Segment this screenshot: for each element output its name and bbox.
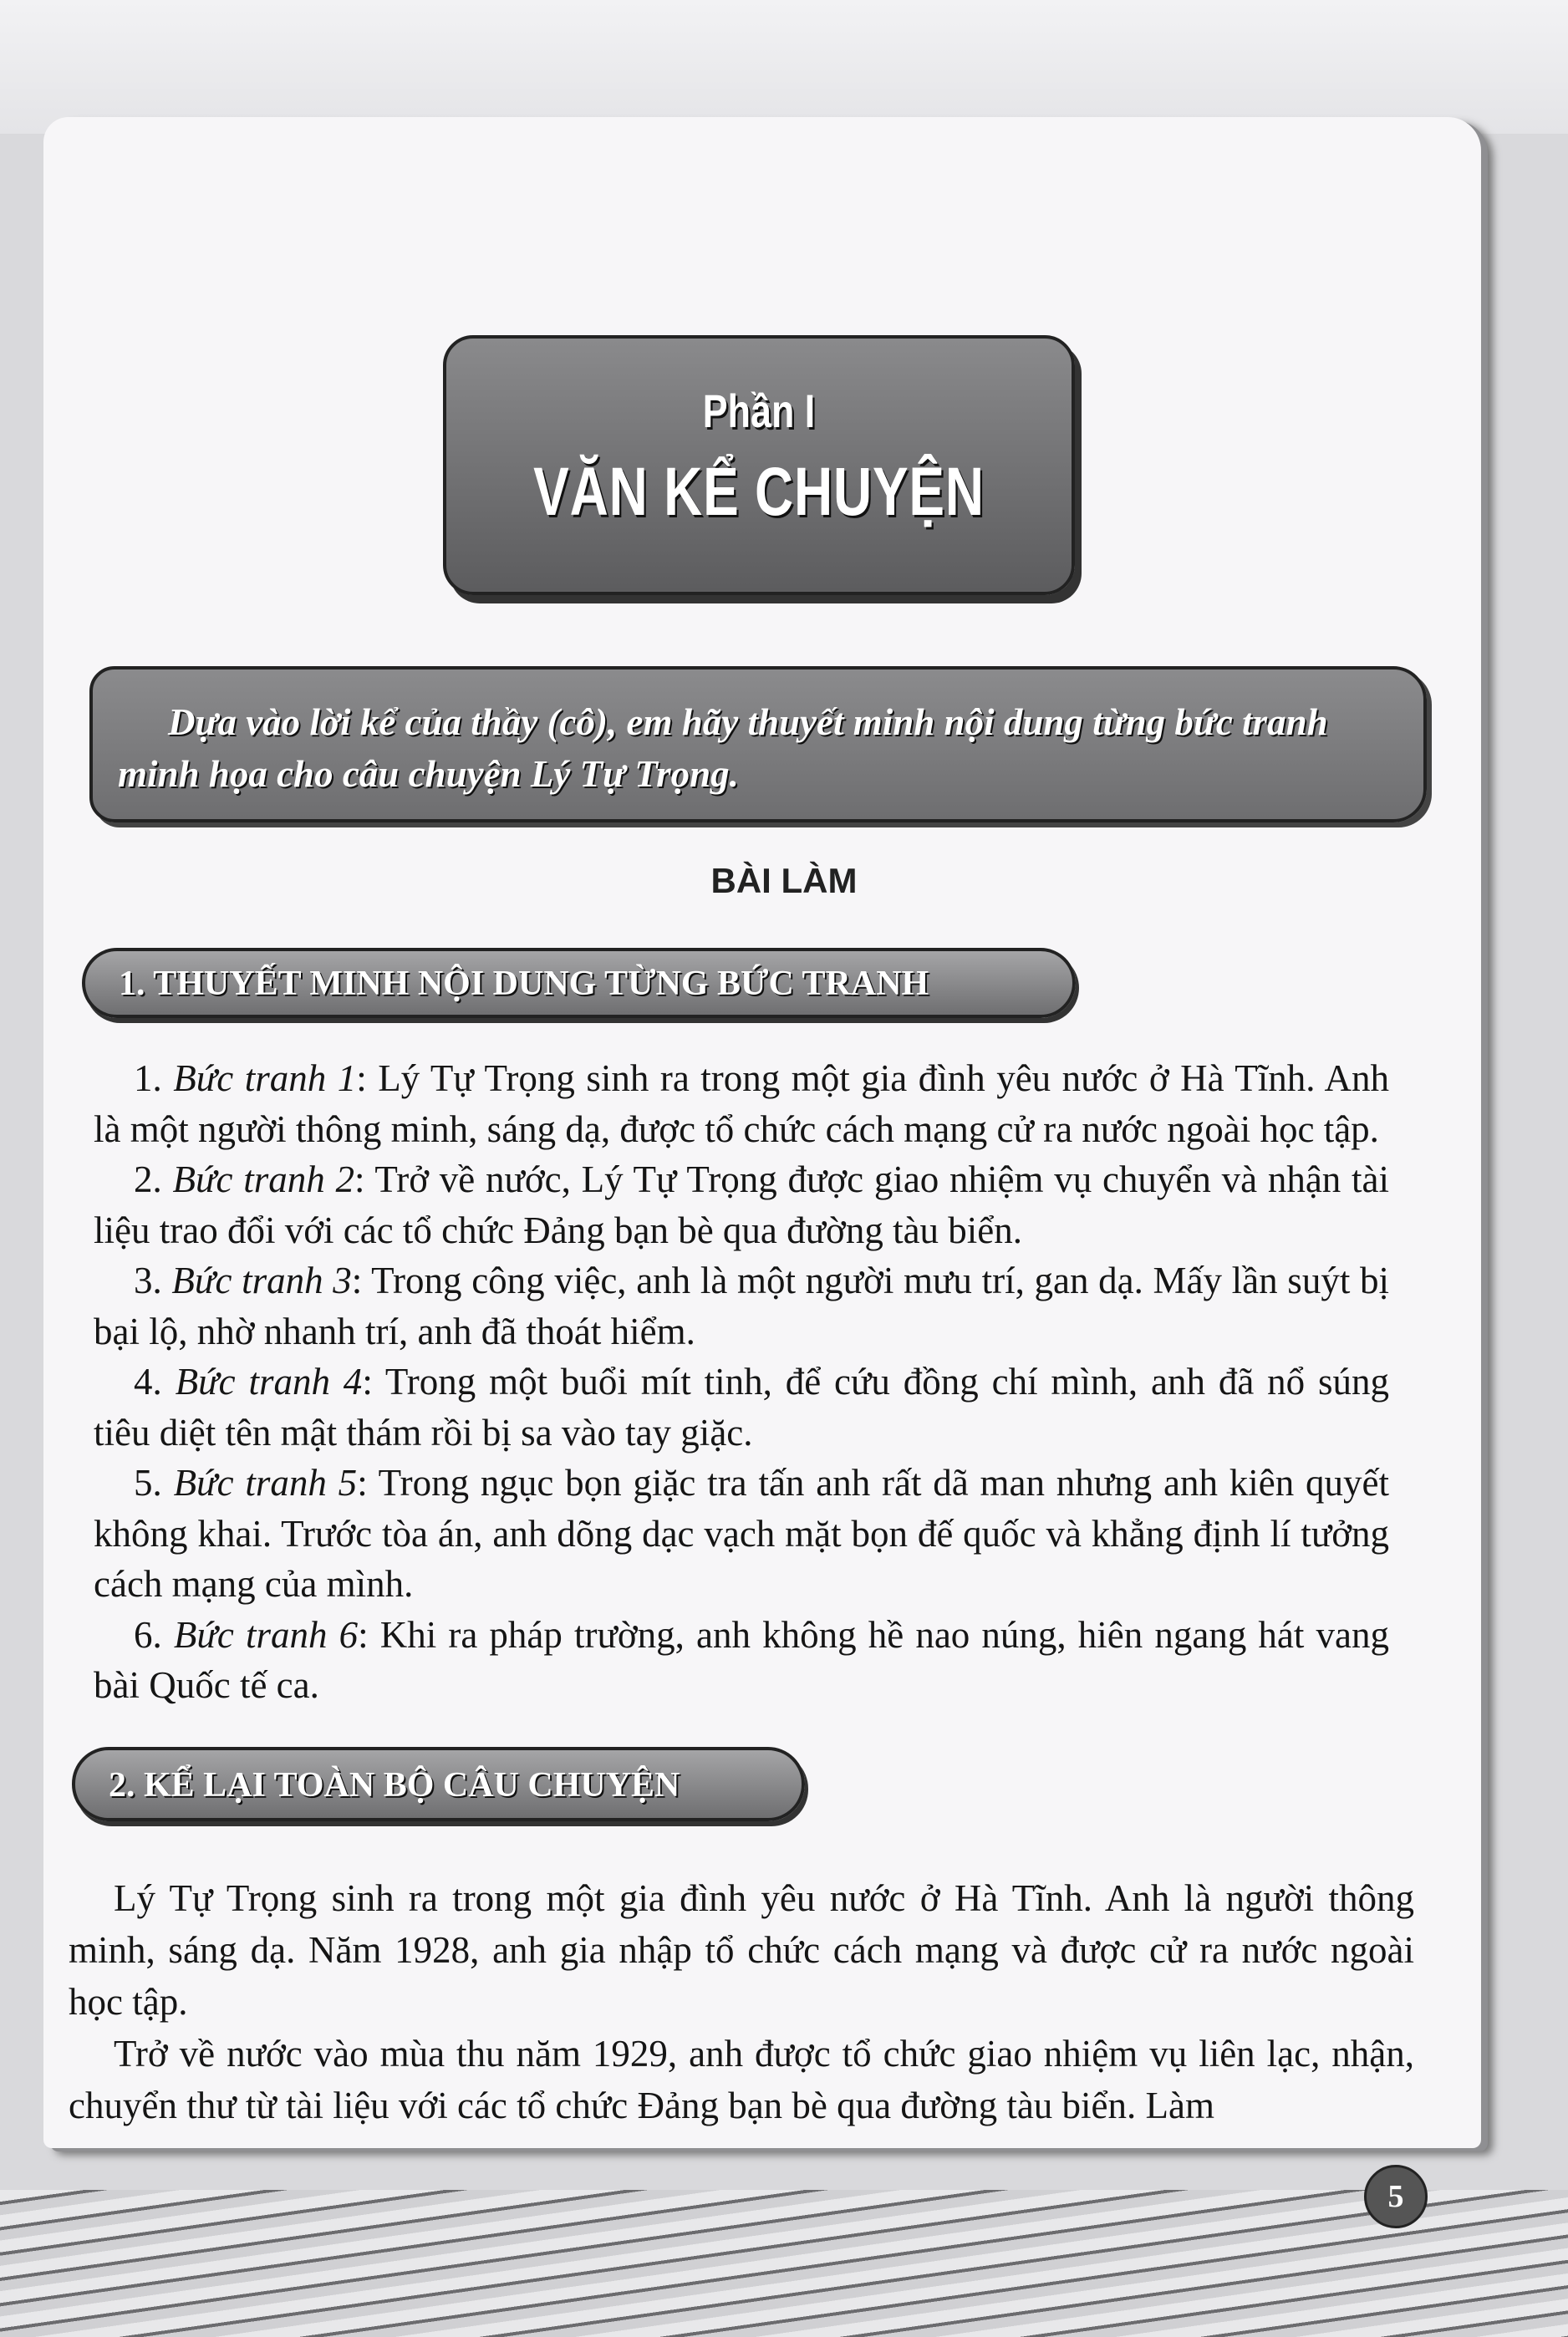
list-item — [94, 1610, 1389, 1711]
item-label: Bức tranh 4 — [175, 1361, 363, 1403]
paragraph: Trở về nước vào mùa thu năm 1929, anh được tổ chức giao nhiệm vụ liên lạc, nhận, chuyển thư từ tài liệu với các tổ chức Đảng bạn bè qua đường tàu biển. Làm — [69, 2033, 1414, 2126]
item-number: 3. — [134, 1260, 172, 1301]
list-item — [94, 1255, 1389, 1357]
section-heading-1: 1. THUYẾT MINH NỘI DUNG TỪNG BỨC TRANH — [82, 948, 1076, 1018]
item-number: 6. — [134, 1613, 174, 1656]
list-item — [94, 1154, 1389, 1255]
exercise-prompt — [89, 666, 1427, 822]
item-number: 1. — [134, 1057, 174, 1099]
item-label: Bức tranh 3 — [171, 1260, 352, 1301]
prompt-line: minh họa cho câu chuyện Lý Tự Trọng. — [118, 753, 739, 795]
part-title-box — [443, 335, 1075, 595]
story-text — [69, 1872, 1414, 2131]
item-text: : Trong một buổi mít tinh, để cứu đồng chí mình, anh đã nổ súng tiêu diệt tên mật thám rồi bị sa vào tay giặc. — [94, 1361, 1389, 1454]
list-item — [94, 1053, 1389, 1154]
item-number: 5. — [134, 1462, 174, 1504]
section-heading-2: 2. KỂ LẠI TOÀN BỘ CÂU CHUYỆN — [72, 1747, 805, 1821]
item-number: 4. — [134, 1361, 176, 1403]
item-text: : Trong công việc, anh là một người mưu trí, gan dạ. Mấy lần suýt bị bại lộ, nhờ nhanh trí, anh đã thoát hiểm. — [94, 1260, 1389, 1352]
item-label: Bức tranh 5 — [173, 1462, 358, 1504]
prompt-line: Dựa vào lời kể của thầy (cô), em hãy thuyết minh nội dung từng bức tranh — [168, 701, 1328, 743]
answer-heading: BÀI LÀM — [710, 861, 858, 900]
part-label: Phần I — [702, 384, 816, 437]
background-top — [0, 0, 1568, 134]
page-edges — [0, 2190, 1568, 2337]
list-item — [94, 1458, 1389, 1610]
paragraph: Lý Tự Trọng sinh ra trong một gia đình yêu nước ở Hà Tĩnh. Anh là người thông minh, sáng dạ. Năm 1928, anh gia nhập tổ chức cách mạng và được cử ra nước ngoài học tập. — [69, 1877, 1414, 2023]
item-text: : Trở về nước, Lý Tự Trọng được giao nhiệm vụ chuyển và nhận tài liệu trao đổi với các tổ chức Đảng bạn bè qua đường tàu biển. — [94, 1158, 1390, 1251]
item-text: : Trong ngục bọn giặc tra tấn anh rất dã man nhưng anh kiên quyết không khai. Trước tòa án, anh dõng dạc vạch mặt bọn đế quốc và khẳng định lí tưởng cách mạng của mình. — [94, 1462, 1390, 1605]
item-label: Bức tranh 1 — [173, 1057, 357, 1099]
item-text: : Lý Tự Trọng sinh ra trong một gia đình yêu nước ở Hà Tĩnh. Anh là một người thông minh, sáng dạ, được tổ chức cách mạng cử ra nước ngoài học tập. — [94, 1057, 1389, 1150]
page-number: 5 — [1364, 2165, 1428, 2228]
part-title: VĂN KỂ CHUYỆN — [533, 454, 985, 530]
item-label: Bức tranh 2 — [172, 1158, 354, 1200]
item-number: 2. — [134, 1158, 173, 1200]
list-item — [94, 1357, 1389, 1458]
picture-descriptions — [94, 1053, 1389, 1711]
item-text: : Khi ra pháp trường, anh không hề nao núng, hiên ngang hát vang bài Quốc tế ca. — [94, 1613, 1389, 1706]
item-label: Bức tranh 6 — [173, 1613, 359, 1656]
